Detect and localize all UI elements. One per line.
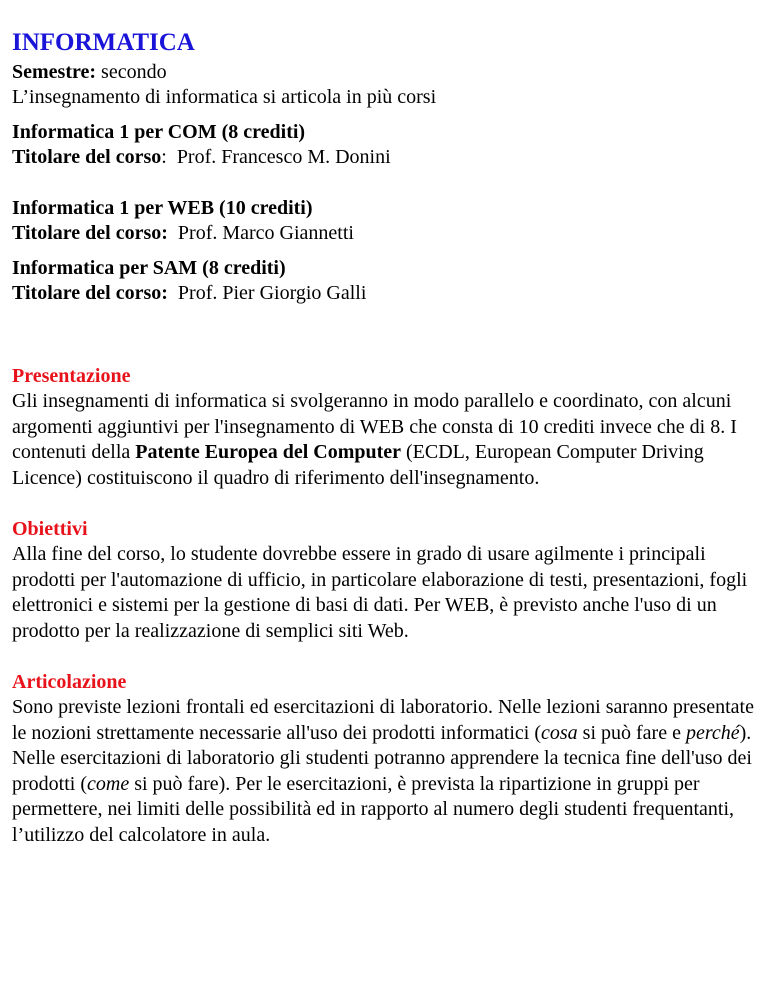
course-com [12, 120, 756, 170]
holder-name: Prof. Marco Giannetti [177, 222, 354, 244]
section-text: Alla fine del corso, lo studente dovrebbe essere in grado di usare agilmente i principali prodotti per l'automazione di ufficio, in particolare elaborazione di testi, presentazioni, fogli elettronici e sistemi per la gestione di basi di dati. Per WEB, è previsto anche l'uso di un prodotto per la realizzazione di semplici siti Web. [12, 543, 748, 642]
section-text [12, 389, 756, 491]
text-italic: cosa [540, 721, 578, 744]
holder-sep: : [161, 146, 167, 168]
section-title: Presentazione [12, 365, 131, 387]
holder-label: Titolare del corso: [12, 282, 168, 304]
course-name: Informatica 1 per COM (8 crediti) [12, 121, 306, 143]
text-part: si può fare e [577, 721, 686, 744]
holder-name: Prof. Pier Giorgio Galli [177, 282, 367, 304]
course-holder-line [12, 221, 756, 246]
course-name: Informatica 1 per WEB (10 crediti) [12, 197, 313, 219]
course-holder-line [12, 281, 756, 306]
text-italic: come [87, 772, 130, 795]
section-presentazione [12, 364, 756, 491]
text-part: ). Nelle esercitazioni di laboratorio gli studenti potranno apprendere la tecnica fine dell'uso dei prodotti ( [12, 721, 752, 795]
holder-label: Titolare del corso: [12, 222, 168, 244]
text-part: Sono previste lezioni frontali ed esercitazioni di laboratorio. Nelle lezioni saranno presentate le nozioni strettamente necessarie all'uso dei prodotti informatici ( [12, 696, 754, 744]
semester-line [12, 60, 756, 85]
section-text [12, 695, 756, 848]
course-holder-line [12, 145, 756, 170]
text-part: Gli insegnamenti di informatica si svolgeranno in modo parallelo e coordinato, con alcuni argomenti aggiuntivi per l'insegnamento di WEB che consta di 10 crediti invece che di 8. I contenuti della [12, 390, 737, 463]
text-part: (ECDL, European Computer Driving Licence) costituiscono il quadro di riferimento dell'insegnamento. [12, 441, 704, 489]
text-part: si può fare). Per le esercitazioni, è prevista la ripartizione in gruppi per permettere, nei limiti delle possibilità ed in rapporto al numero degli studenti frequentanti, l’utilizzo del calcolatore in aula. [12, 772, 735, 846]
section-title: Articolazione [12, 671, 127, 693]
holder-name: Prof. Francesco M. Donini [176, 146, 391, 168]
intro-text: L’insegnamento di informatica si articola in più corsi [12, 86, 437, 108]
section-title: Obiettivi [12, 518, 88, 540]
course-name: Informatica per SAM (8 crediti) [12, 257, 286, 279]
semester-label: Semestre: [12, 61, 97, 83]
semester-value: secondo [101, 61, 167, 83]
holder-label: Titolare del corso [12, 146, 162, 168]
course-web [12, 196, 756, 246]
section-articolazione [12, 670, 756, 848]
course-sam [12, 256, 756, 306]
page-title: INFORMATICA [12, 29, 195, 56]
text-bold: Patente Europea del Computer [135, 441, 402, 463]
section-obiettivi [12, 517, 756, 644]
text-italic: perché [685, 721, 740, 744]
